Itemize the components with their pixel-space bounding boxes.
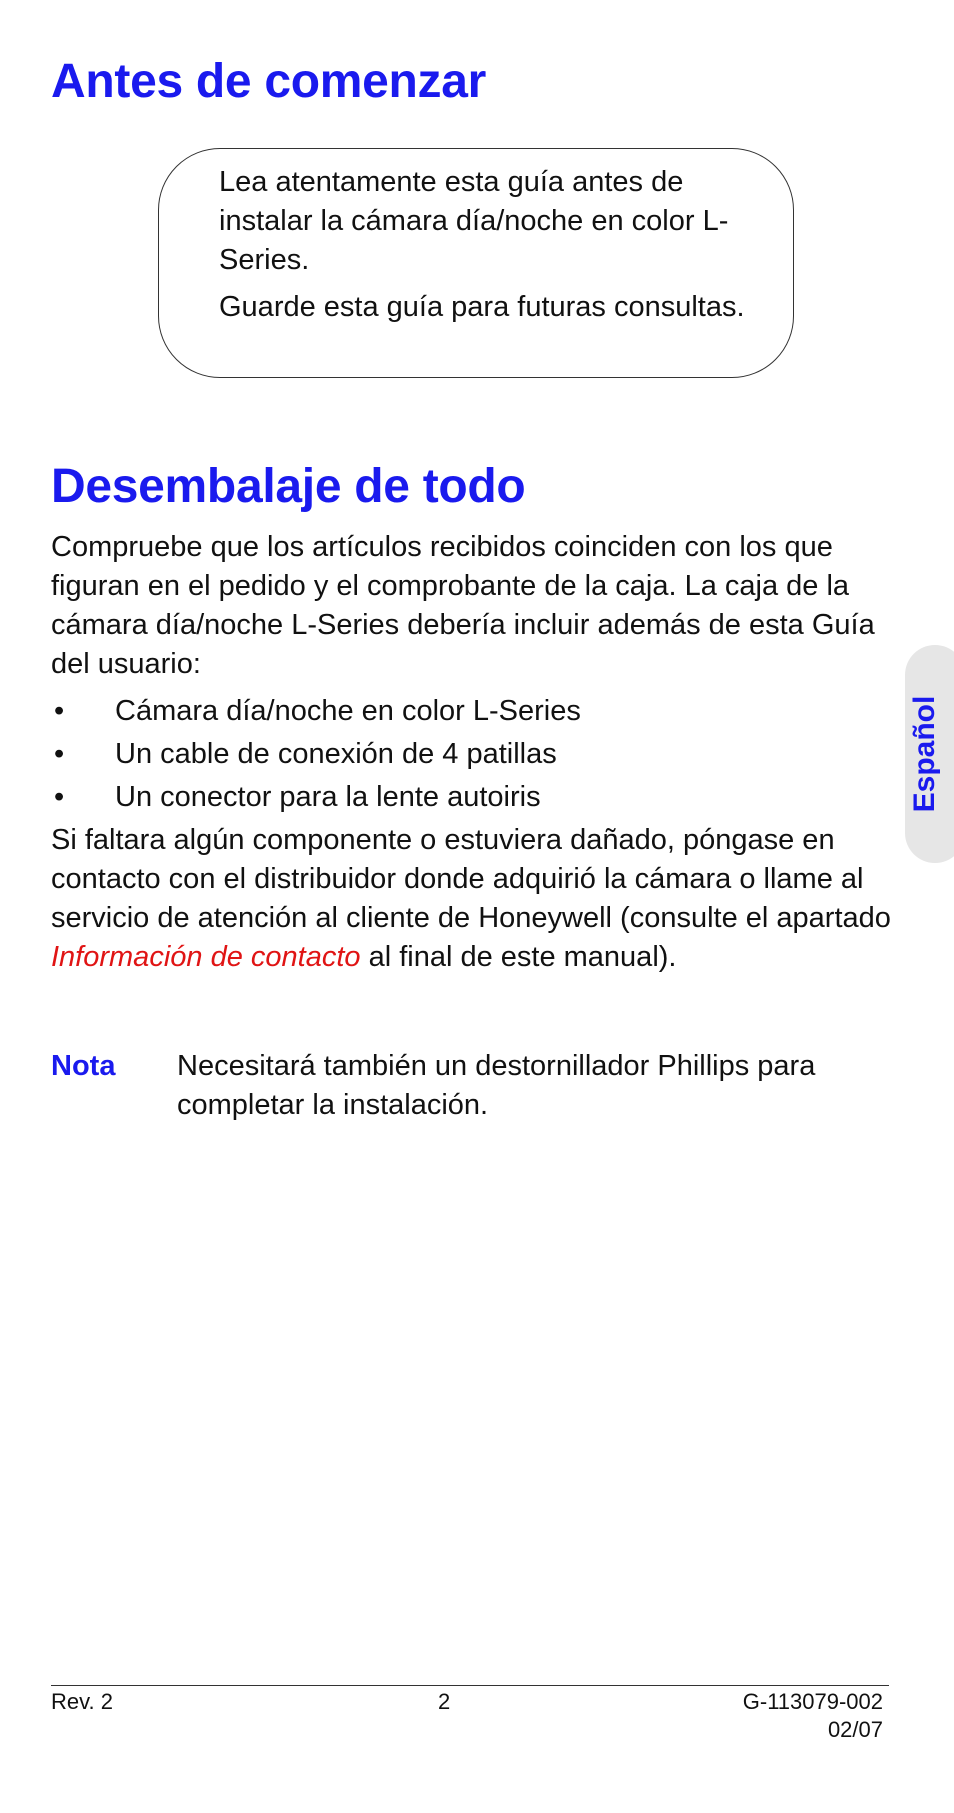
footer-doc-id: G-113079-002	[742, 1689, 883, 1714]
list-item-text: Un conector para la lente autoiris	[115, 781, 541, 813]
note-text: Necesitará también un destornillador Phillips para completar la instalación.	[177, 1050, 816, 1121]
bullet-icon: •	[54, 738, 65, 770]
missing-text-end: al final de este manual).	[360, 941, 677, 973]
contact-info-link[interactable]: Información de contacto	[51, 941, 361, 973]
footer-revision: Rev. 2	[51, 1689, 113, 1714]
list-item	[51, 733, 581, 776]
unpack-intro-paragraph: Compruebe que los artículos recibidos coinciden con los que figuran en el pedido y el comprobante de la caja. La caja de la cámara día/noche L-Series debería incluir además de esta Guía del usuario:	[51, 531, 875, 680]
section-title-antes-de-comenzar: Antes de comenzar	[51, 55, 487, 108]
note-block	[51, 1047, 891, 1125]
footer-date: 02/07	[827, 1717, 883, 1742]
note-label: Nota	[51, 1050, 116, 1082]
footer-doc-info	[743, 1688, 883, 1744]
list-item-text: Cámara día/noche en color L-Series	[115, 695, 581, 727]
missing-items-paragraph	[51, 821, 891, 977]
list-item-text: Un cable de conexión de 4 patillas	[115, 738, 557, 770]
list-item	[51, 776, 581, 819]
bullet-icon: •	[54, 781, 65, 813]
footer-page-number: 2	[438, 1689, 451, 1714]
language-tab[interactable]	[905, 645, 954, 863]
callout-paragraph-read: Lea atentamente esta guía antes de instalar la cámara día/noche en color L-Series.	[219, 166, 729, 276]
missing-text-start: Si faltara algún componente o estuviera dañado, póngase en contacto con el distribuidor donde adquirió la cámara o llame al servicio de atención al cliente de Honeywell (consulte el apartado	[51, 824, 891, 934]
callout-paragraph-keep: Guarde esta guía para futuras consultas.	[219, 291, 745, 323]
bullet-icon: •	[54, 695, 65, 727]
footer-divider	[51, 1685, 889, 1686]
package-contents-list	[51, 690, 581, 819]
section-title-desembalaje: Desembalaje de todo	[51, 460, 526, 513]
language-tab-label: Español	[908, 695, 941, 813]
list-item	[51, 690, 581, 733]
callout-box	[158, 148, 794, 378]
